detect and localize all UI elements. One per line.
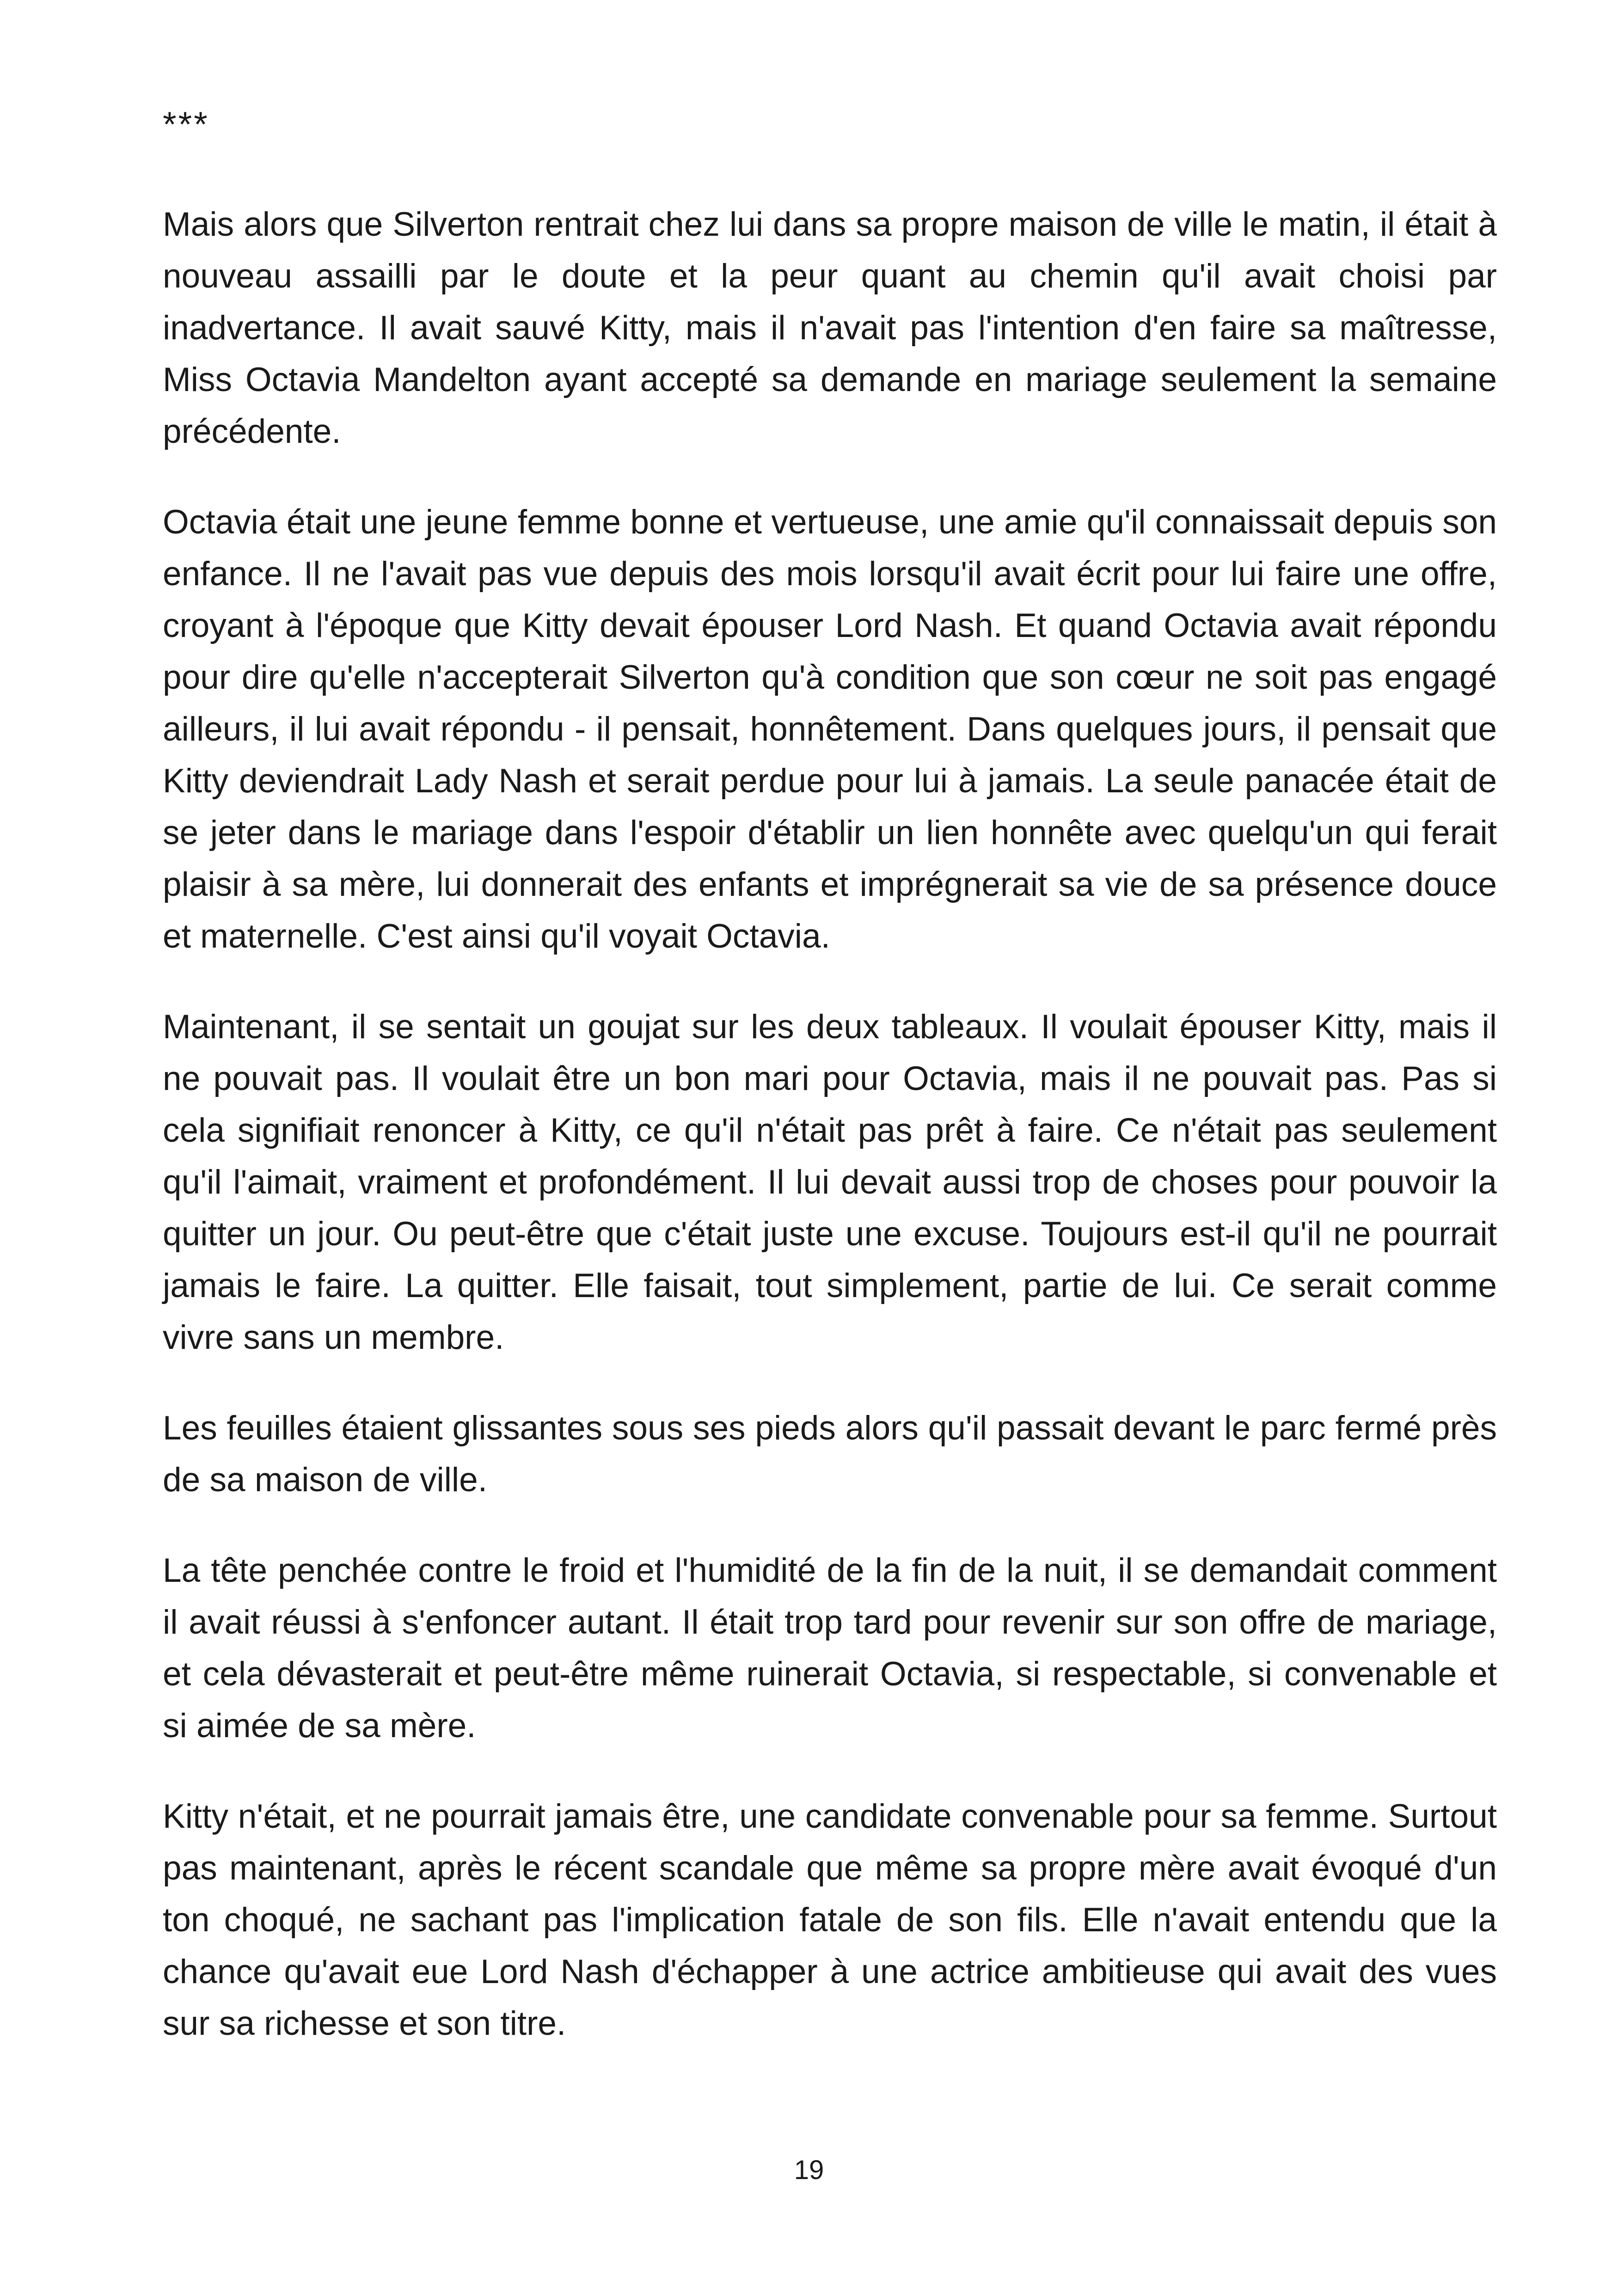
paragraph: Les feuilles étaient glissantes sous ses pieds alors qu'il passait devant le parc fermé près de sa maison de ville. xyxy=(163,1409,1497,1499)
paragraph: Octavia était une jeune femme bonne et vertueuse, une amie qu'il connaissait depuis son enfance. Il ne l'avait pas vue depuis des mois lorsqu'il avait écrit pour lui faire une offre, croyant à l'époque que Kitty devait épouser Lord Nash. Et quand Octavia avait répondu pour dire qu'elle n'accepterait Silverton qu'à condition que son cœur ne soit pas engagé ailleurs, il lui avait répondu - il pensait, honnêtement. Dans quelques jours, il pensait que Kitty deviendrait Lady Nash et serait perdue pour lui à jamais. La seule panacée était de se jeter dans le mariage dans l'espoir d'établir un lien honnête avec quelqu'un qui ferait plaisir à sa mère, lui donnerait des enfants et imprégnerait sa vie de sa présence douce et maternelle. C'est ainsi qu'il voyait Octavia. xyxy=(163,503,1497,955)
paragraph: Maintenant, il se sentait un goujat sur les deux tableaux. Il voulait épouser Kitty, mais il ne pouvait pas. Il voulait être un bon mari pour Octavia, mais il ne pouvait pas. Pas si cela signifiait renoncer à Kitty, ce qu'il n'était pas prêt à faire. Ce n'était pas seulement qu'il l'aimait, vraiment et profondément. Il lui devait aussi trop de choses pour pouvoir la quitter un jour. Ou peut-être que c'était juste une excuse. Toujours est-il qu'il ne pourrait jamais le faire. La quitter. Elle faisait, tout simplement, partie de lui. Ce serait comme vivre sans un membre. xyxy=(163,1008,1497,1356)
paragraph: Kitty n'était, et ne pourrait jamais être, une candidate convenable pour sa femme. Surtout pas maintenant, après le récent scandale que même sa propre mère avait évoqué d'un ton choqué, ne sachant pas l'implication fatale de son fils. Elle n'avait entendu que la chance qu'avait eue Lord Nash d'échapper à une actrice ambitieuse qui avait des vues sur sa richesse et son titre. xyxy=(163,1798,1497,2042)
page-number: 19 xyxy=(794,2155,824,2185)
section-separator: *** xyxy=(163,105,209,144)
paragraph: La tête penchée contre le froid et l'humidité de la fin de la nuit, il se demandait comment il avait réussi à s'enfoncer autant. Il était trop tard pour revenir sur son offre de mariage, et cela dévasterait et peut-être même ruinerait Octavia, si respectable, si convenable et si aimée de sa mère. xyxy=(163,1552,1497,1745)
document-body xyxy=(163,97,1497,2088)
paragraph: Mais alors que Silverton rentrait chez lui dans sa propre maison de ville le matin, il était à nouveau assailli par le doute et la peur quant au chemin qu'il avait choisi par inadvertance. Il avait sauvé Kitty, mais il n'avait pas l'intention d'en faire sa maîtresse, Miss Octavia Mandelton ayant accepté sa demande en mariage seulement la semaine précédente. xyxy=(163,206,1497,450)
